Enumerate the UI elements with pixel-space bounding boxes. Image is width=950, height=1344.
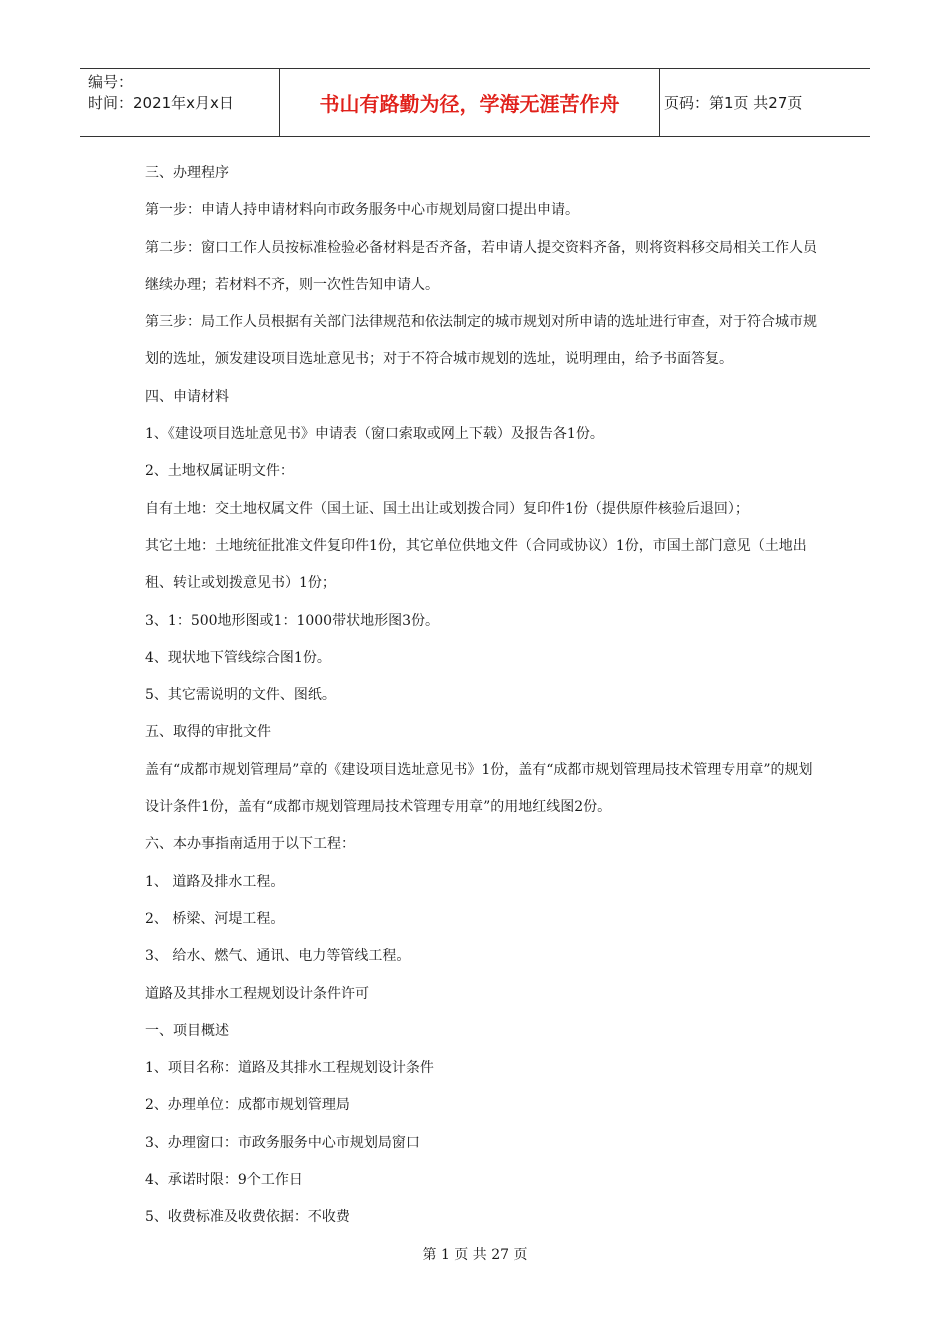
body-paragraph: 一、项目概述 [145, 1022, 229, 1039]
page-footer: 第 1 页 共 27 页 [422, 1247, 528, 1263]
body-paragraph: 2、土地权属证明文件： [145, 463, 294, 480]
header-meta [80, 69, 280, 136]
header-page-info: 页码：第1页 共27页 [664, 94, 803, 112]
body-paragraph: 盖有“成都市规划管理局”章的《建设项目选址意见书》1份，盖有“成都市规划管理局技术管理专用章”的规划设计条件1份，盖有“成都市规划管理局技术管理专用章”的用地红线图2份。 [145, 761, 813, 816]
body-paragraph: 四、申请材料 [145, 388, 229, 405]
body-paragraph: 三、办理程序 [145, 165, 229, 181]
body-paragraph: 道路及其排水工程规划设计条件许可 [145, 985, 369, 1002]
body-paragraph: 2、办理单位：成都市规划管理局 [145, 1097, 350, 1114]
body-paragraph: 4、承诺时限：9个工作日 [145, 1172, 303, 1189]
body-paragraph: 5、其它需说明的文件、图纸。 [145, 687, 336, 704]
body-paragraph: 4、现状地下管线综合图1份。 [145, 649, 331, 666]
body-paragraph: 1、 道路及排水工程。 [145, 873, 285, 890]
body-paragraph: 3、办理窗口：市政务服务中心市规划局窗口 [145, 1134, 420, 1151]
body-paragraph: 2、 桥梁、河堤工程。 [145, 910, 285, 927]
body-paragraph: 1、《建设项目选址意见书》申请表（窗口索取或网上下载）及报告各1份。 [145, 426, 604, 443]
body-paragraph: 六、本办事指南适用于以下工程： [145, 836, 355, 853]
document-body [145, 155, 825, 1237]
body-paragraph: 自有土地：交土地权属文件（国土证、国土出让或划拨合同）复印件1份（提供原件核验后退回）； [145, 500, 749, 517]
body-paragraph: 第三步：局工作人员根据有关部门法律规范和依法制定的城市规划对所申请的选址进行审查，对于符合城市规划的选址，颁发建设项目选址意见书；对于不符合城市规划的选址，说明理由，给予书面答复。 [145, 314, 817, 368]
body-paragraph: 3、1：500地形图或1：1000带状地形图3份。 [145, 612, 439, 629]
header-motto: 书山有路勤为径，学海无涯苦作舟 [280, 69, 660, 136]
body-paragraph: 5、收费标准及收费依据：不收费 [145, 1209, 350, 1226]
body-paragraph: 3、 给水、燃气、通讯、电力等管线工程。 [145, 948, 411, 965]
document-number-label: 编号： [88, 73, 134, 91]
page-header [80, 68, 870, 137]
body-paragraph: 1、项目名称：道路及其排水工程规划设计条件 [145, 1060, 434, 1077]
body-paragraph: 第一步：申请人持申请材料向市政务服务中心市规划局窗口提出申请。 [145, 202, 579, 219]
document-date: 时间：2021年x月x日 [88, 94, 234, 112]
body-paragraph: 其它土地：土地统征批准文件复印件1份，其它单位供地文件（合同或协议）1份，市国土部门意见（土地出租、转让或划拨意见书）1份； [145, 537, 807, 592]
body-paragraph: 五、取得的审批文件 [145, 724, 271, 741]
body-paragraph: 第二步：窗口工作人员按标准检验必备材料是否齐备，若申请人提交资料齐备，则将资料移交局相关工作人员继续办理；若材料不齐，则一次性告知申请人。 [145, 239, 817, 293]
